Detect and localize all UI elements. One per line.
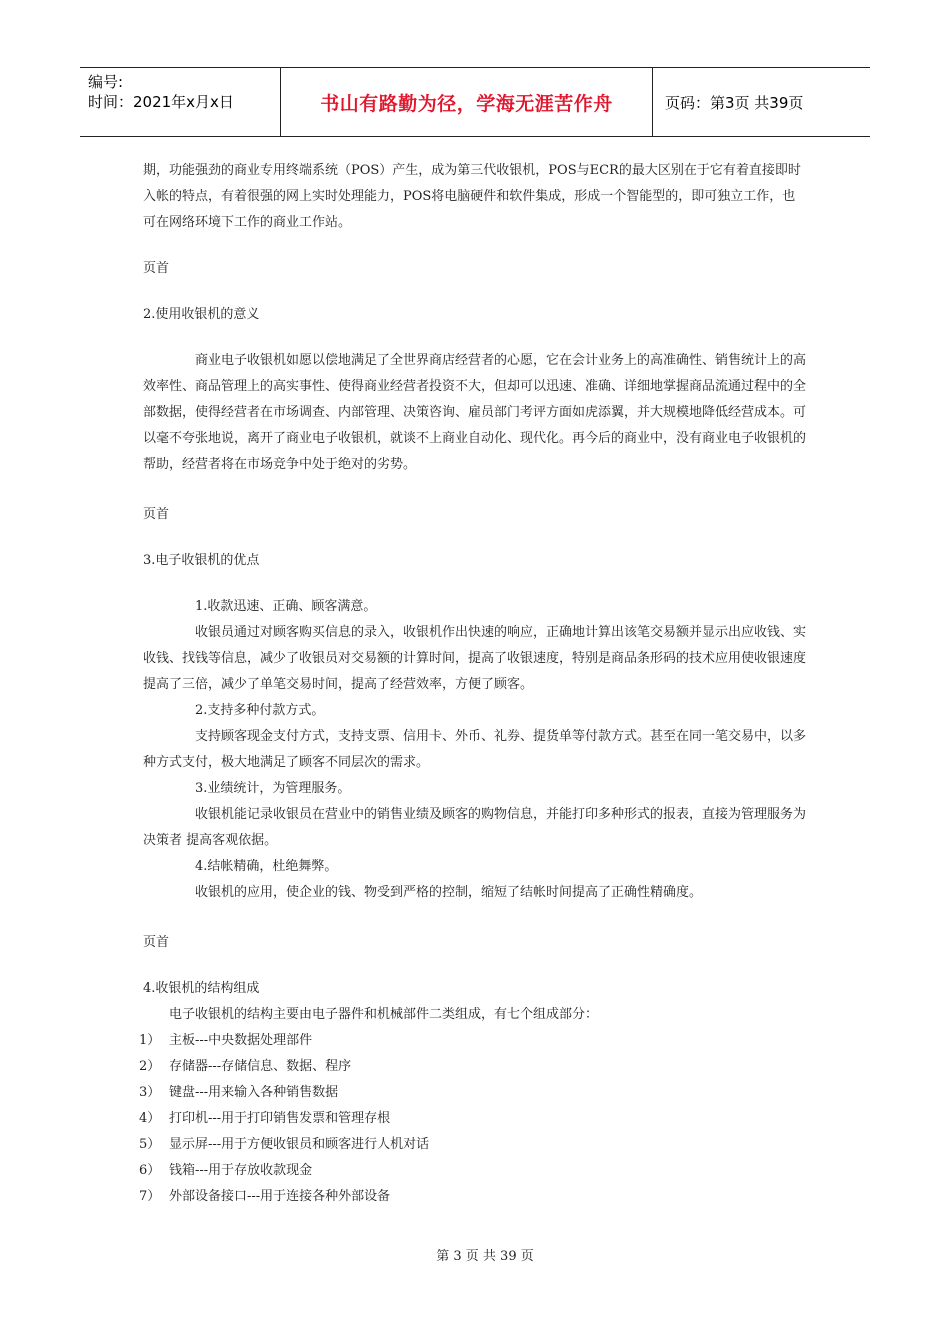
component-list bbox=[139, 1028, 808, 1210]
back-to-top-link[interactable]: 页首 bbox=[143, 935, 170, 950]
paragraph-pos-intro: 期，功能强劲的商业专用终端系统（POS）产生，成为第三代收银机，POS与ECR的最大区别在于它有着直接即时入帐的特点，有着很强的网上实时处理能力，POS将电脑硬件和软件集成，形成一个智能型的，即可独立工作，也可在网络环境下工作的商业工作站。 bbox=[143, 163, 801, 230]
list-item bbox=[139, 1106, 808, 1132]
advantage-text: 支持顾客现金支付方式，支持支票、信用卡、外币、礼券、提货单等付款方式。甚至在同一笔交易中，以多种方式支付，极大地满足了顾客不同层次的需求。 bbox=[143, 729, 807, 770]
list-item-text: 钱箱---用于存放收款现金 bbox=[169, 1163, 313, 1178]
advantage-heading: 2.支持多种付款方式。 bbox=[195, 703, 325, 718]
paragraph-structure-intro: 电子收银机的结构主要由电子器件和机械部件二类组成，有七个组成部分： bbox=[169, 1007, 599, 1022]
list-item-number: 4） bbox=[139, 1111, 161, 1126]
list-item bbox=[139, 1054, 808, 1080]
list-item-text: 外部设备接口---用于连接各种外部设备 bbox=[169, 1189, 391, 1204]
list-item bbox=[139, 1158, 808, 1184]
list-item-number: 5） bbox=[139, 1137, 161, 1152]
list-item-text: 显示屏---用于方便收银员和顾客进行人机对话 bbox=[169, 1137, 430, 1152]
page-footer: 第 3 页 共 39 页 bbox=[436, 1249, 534, 1264]
paragraph-significance: 商业电子收银机如愿以偿地满足了全世界商店经营者的心愿，它在会计业务上的高准确性、销售统计上的高效率性、商品管理上的高实事性、使得商业经营者投资不大，但却可以迅速、准确、详细地掌握商品流通过程中的全部数据，使得经营者在市场调查、内部管理、决策咨询、雇员部门考评方面如虎添翼，并大规模地降低经营成本。可以毫不夸张地说，离开了商业电子收银机，就谈不上商业自动化、现代化。再今后的商业中，没有商业电子收银机的帮助，经营者将在市场竞争中处于绝对的劣势。 bbox=[143, 353, 807, 472]
list-item bbox=[139, 1080, 808, 1106]
list-item bbox=[139, 1184, 808, 1210]
section-heading-structure: 4.收银机的结构组成 bbox=[143, 981, 260, 996]
list-item-text: 键盘---用来输入各种销售数据 bbox=[169, 1085, 339, 1100]
back-to-top-link[interactable]: 页首 bbox=[143, 507, 170, 522]
list-item-text: 打印机---用于打印销售发票和管理存根 bbox=[169, 1111, 391, 1126]
list-item bbox=[139, 1132, 808, 1158]
document-time-label: 时间：2021年x月x日 bbox=[88, 93, 234, 111]
list-item-number: 2） bbox=[139, 1059, 161, 1074]
list-item bbox=[139, 1028, 808, 1054]
document-body bbox=[139, 158, 808, 1210]
section-heading-advantages: 3.电子收银机的优点 bbox=[143, 553, 260, 568]
list-item-number: 6） bbox=[139, 1163, 161, 1178]
advantage-text: 收银机能记录收银员在营业中的销售业绩及顾客的购物信息，并能打印多种形式的报表，直接为管理服务为决策者 提高客观依据。 bbox=[143, 807, 807, 848]
advantage-heading: 4.结帐精确，杜绝舞弊。 bbox=[195, 859, 338, 874]
advantage-heading: 1.收款迅速、正确、顾客满意。 bbox=[195, 599, 377, 614]
document-number-label: 编号: bbox=[88, 73, 124, 91]
advantage-text: 收银员通过对顾客购买信息的录入，收银机作出快速的响应，正确地计算出该笔交易额并显示出应收钱、实收钱、找钱等信息，减少了收银员对交易额的计算时间，提高了收银速度，特别是商品条形码的技术应用使收银速度提高了三倍，减少了单笔交易时间，提高了经营效率，方便了顾客。 bbox=[143, 625, 807, 692]
header-motto: 书山有路勤为径，学海无涯苦作舟 bbox=[281, 68, 653, 136]
section-heading-significance: 2.使用收银机的意义 bbox=[143, 307, 260, 322]
list-item-number: 1） bbox=[139, 1033, 161, 1048]
page-header bbox=[80, 67, 870, 137]
header-meta bbox=[80, 68, 281, 136]
advantage-text: 收银机的应用，使企业的钱、物受到严格的控制，缩短了结帐时间提高了正确性精确度。 bbox=[195, 885, 703, 900]
advantage-heading: 3.业绩统计，为管理服务。 bbox=[195, 781, 351, 796]
list-item-number: 3） bbox=[139, 1085, 161, 1100]
list-item-text: 存储器---存储信息、数据、程序 bbox=[169, 1059, 352, 1074]
back-to-top-link[interactable]: 页首 bbox=[143, 261, 170, 276]
list-item-number: 7） bbox=[139, 1189, 161, 1204]
list-item-text: 主板---中央数据处理部件 bbox=[169, 1033, 313, 1048]
header-page-label: 页码：第3页 共39页 bbox=[665, 93, 804, 112]
